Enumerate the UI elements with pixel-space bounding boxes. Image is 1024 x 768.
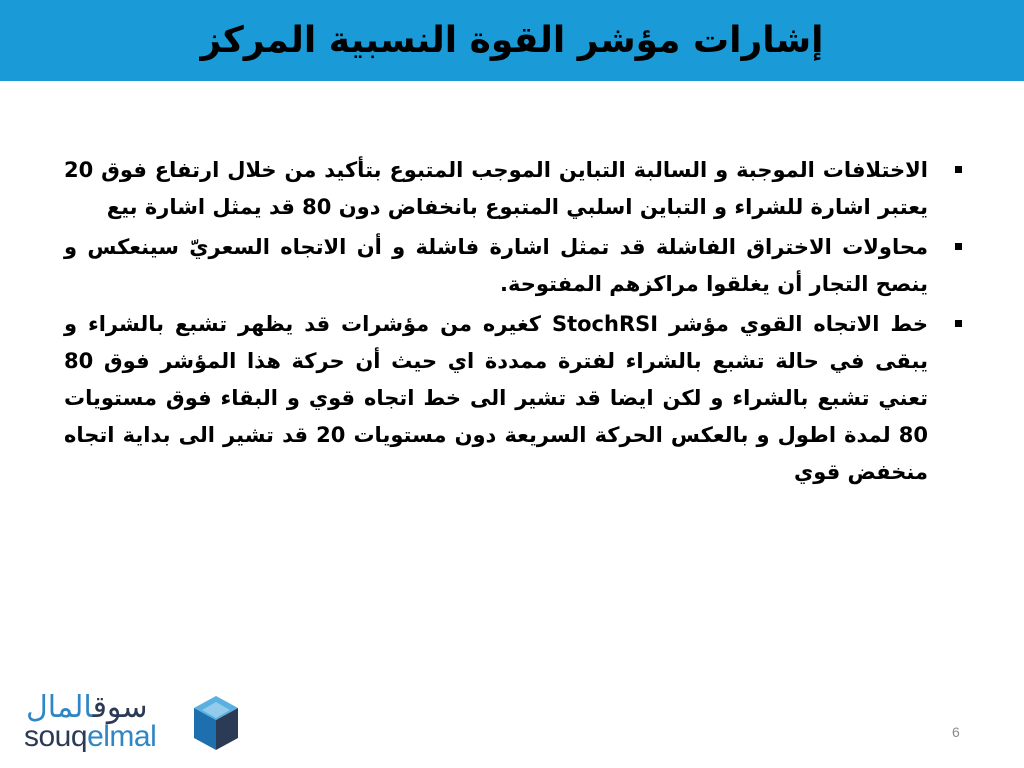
bullet-text: محاولات الاختراق الفاشلة قد تمثل اشارة فاشلة و أن الاتجاه السعريّ سينعكس و ينصح التجار أن يغلقوا مراكزهم المفتوحة. [64, 235, 928, 296]
cube-logo-icon [192, 694, 240, 752]
souqelmal-logo [22, 690, 247, 760]
bullet-list [64, 152, 964, 491]
logo-arabic-souq: سوق [92, 690, 148, 725]
title-bar [0, 0, 1024, 81]
logo-english-souq: souq [24, 720, 88, 753]
bullet-text: خط الاتجاه القوي مؤشر StochRSI كغيره من مؤشرات قد يظهر تشبع بالشراء و يبقى في حالة تشبع بالشراء لفترة ممددة اي حيث أن حركة هذا المؤشر فوق 80 تعني تشبع بالشراء و لكن ايضا قد تشير الى خط اتجاه قوي و البقاء فوق مستويات 80 لمدة اطول و بالعكس الحركة السريعة دون مستويات 20 قد تشير الى بداية اتجاه منخفض قوي [64, 312, 928, 484]
bullet-item [64, 152, 964, 226]
bullet-item [64, 229, 964, 303]
logo-english-elmal: elmal [87, 720, 157, 753]
logo-english-text [24, 720, 156, 754]
logo-arabic-almal: المال [26, 690, 93, 725]
bullet-text: الاختلافات الموجبة و السالبة التباين الموجب المتبوع بتأكيد من خلال ارتفاع فوق 20 يعتبر اشارة للشراء و التباين اسلبي المتبوع بانخفاض دون 80 قد يمثل اشارة بيع [64, 158, 928, 219]
slide-content [64, 152, 964, 494]
bullet-square-icon [955, 320, 962, 327]
bullet-square-icon [955, 243, 962, 250]
slide-title: إشارات مؤشر القوة النسبية المركز [200, 20, 824, 61]
page-number: 6 [952, 724, 960, 740]
bullet-item [64, 306, 964, 491]
bullet-square-icon [955, 166, 962, 173]
